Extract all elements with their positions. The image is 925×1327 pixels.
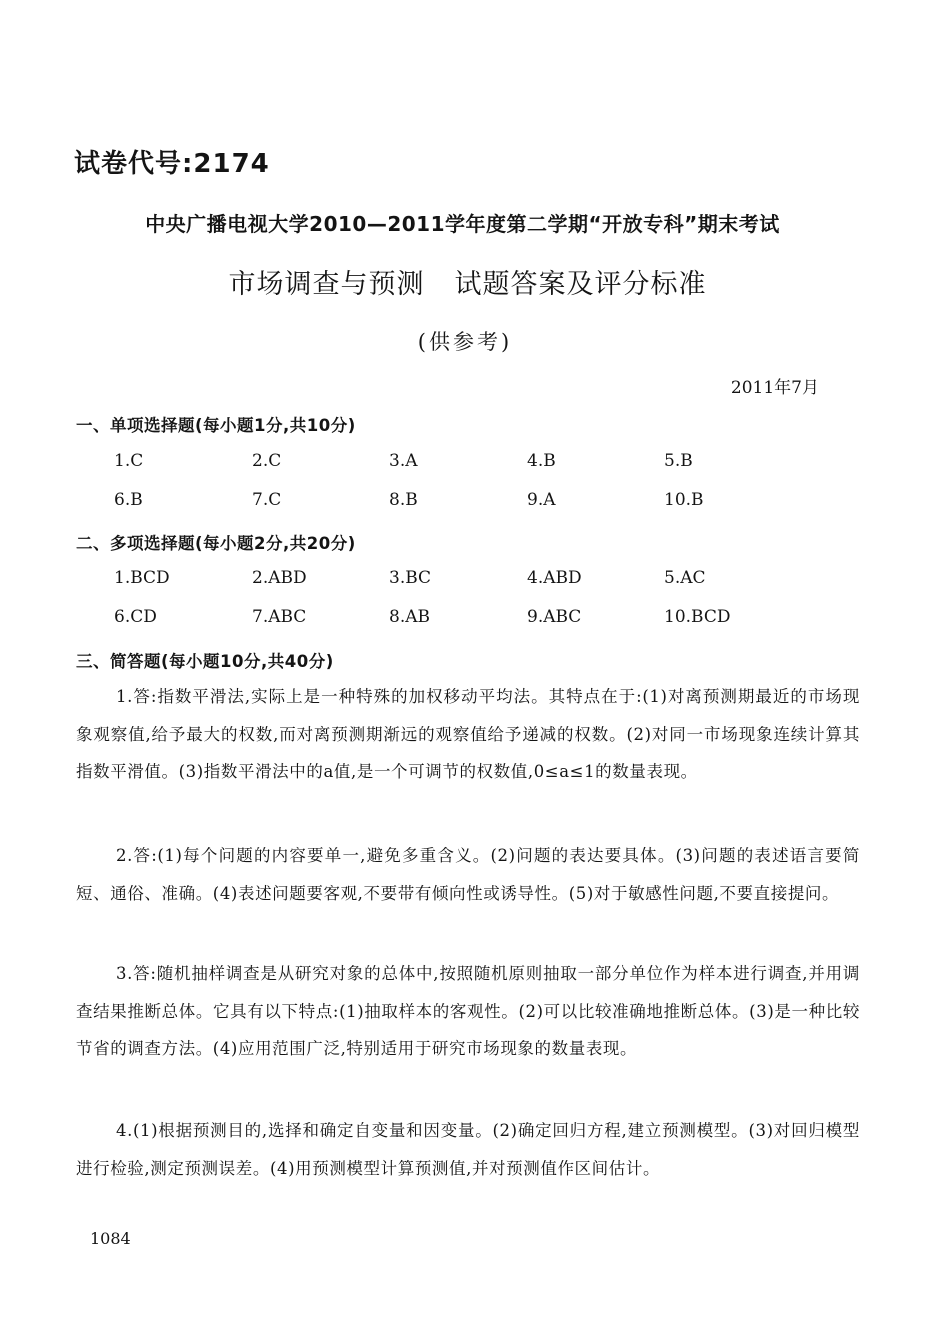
answer-item: 7.C — [252, 490, 282, 510]
answer-item: 2.ABD — [252, 568, 307, 588]
exam-code: 试卷代号:2174 — [74, 149, 270, 179]
answer-item: 8.AB — [389, 607, 430, 627]
answer-item: 10.BCD — [664, 607, 731, 627]
answer-item: 2.C — [252, 451, 282, 471]
answer-standard-title: 试题答案及评分标准 — [454, 269, 707, 300]
answer-item: 4.B — [527, 451, 556, 471]
answer-item: 8.B — [389, 490, 418, 510]
answer-item: 6.B — [114, 490, 143, 510]
exam-date: 2011年7月 — [730, 378, 819, 398]
answer-item: 7.ABC — [252, 607, 307, 627]
answer-item: 6.CD — [114, 607, 157, 627]
document-title — [0, 262, 925, 301]
answer-item: 5.AC — [664, 568, 706, 588]
university-exam-line: 中央广播电视大学2010—2011学年度第二学期“开放专科”期末考试 — [145, 212, 780, 236]
section-heading-short-answer: 三、简答题(每小题10分,共40分) — [76, 652, 334, 671]
answer-row — [114, 490, 814, 516]
answer-row — [114, 607, 814, 633]
answer-item: 4.ABD — [527, 568, 582, 588]
answer-paragraph-2: 2.答:(1)每个问题的内容要单一,避免多重含义。(2)问题的表达要具体。(3)问题的表述语言要简短、通俗、准确。(4)表述问题要客观,不要带有倾向性或诱导性。(5)对于敏感性问题,不要直接提问。 — [76, 846, 860, 903]
course-title: 市场调查与预测 — [228, 269, 425, 300]
answer-row — [114, 568, 814, 594]
answer-row — [114, 451, 814, 477]
page-number: 1084 — [90, 1229, 131, 1248]
answer-item: 3.A — [389, 451, 418, 471]
answer-item: 5.B — [664, 451, 693, 471]
answer-item: 1.C — [114, 451, 144, 471]
section-heading-multiple-choice: 二、多项选择题(每小题2分,共20分) — [76, 534, 356, 553]
answer-paragraph-3: 3.答:随机抽样调查是从研究对象的总体中,按照随机原则抽取一部分单位作为样本进行调查,并用调查结果推断总体。它具有以下特点:(1)抽取样本的客观性。(2)可以比较准确地推断总体。(3)是一种比较节省的调查方法。(4)应用范围广泛,特别适用于研究市场现象的数量表现。 — [76, 964, 860, 1058]
reference-note: (供参考) — [417, 330, 513, 354]
answer-item: 3.BC — [389, 568, 432, 588]
answer-item: 10.B — [664, 490, 704, 510]
answer-item: 9.A — [527, 490, 556, 510]
answer-item: 1.BCD — [114, 568, 170, 588]
answer-item: 9.ABC — [527, 607, 582, 627]
answer-paragraph-1: 1.答:指数平滑法,实际上是一种特殊的加权移动平均法。其特点在于:(1)对离预测期最近的市场现象观察值,给予最大的权数,而对离预测期渐远的观察值给予递减的权数。(2)对同一市场现象连续计算其指数平滑值。(3)指数平滑法中的a值,是一个可调节的权数值,0≤a≤1的数量表现。 — [76, 687, 860, 781]
section-heading-single-choice: 一、单项选择题(每小题1分,共10分) — [76, 416, 356, 435]
answer-paragraph-4: 4.(1)根据预测目的,选择和确定自变量和因变量。(2)确定回归方程,建立预测模型。(3)对回归模型进行检验,测定预测误差。(4)用预测模型计算预测值,并对预测值作区间估计。 — [76, 1121, 860, 1178]
